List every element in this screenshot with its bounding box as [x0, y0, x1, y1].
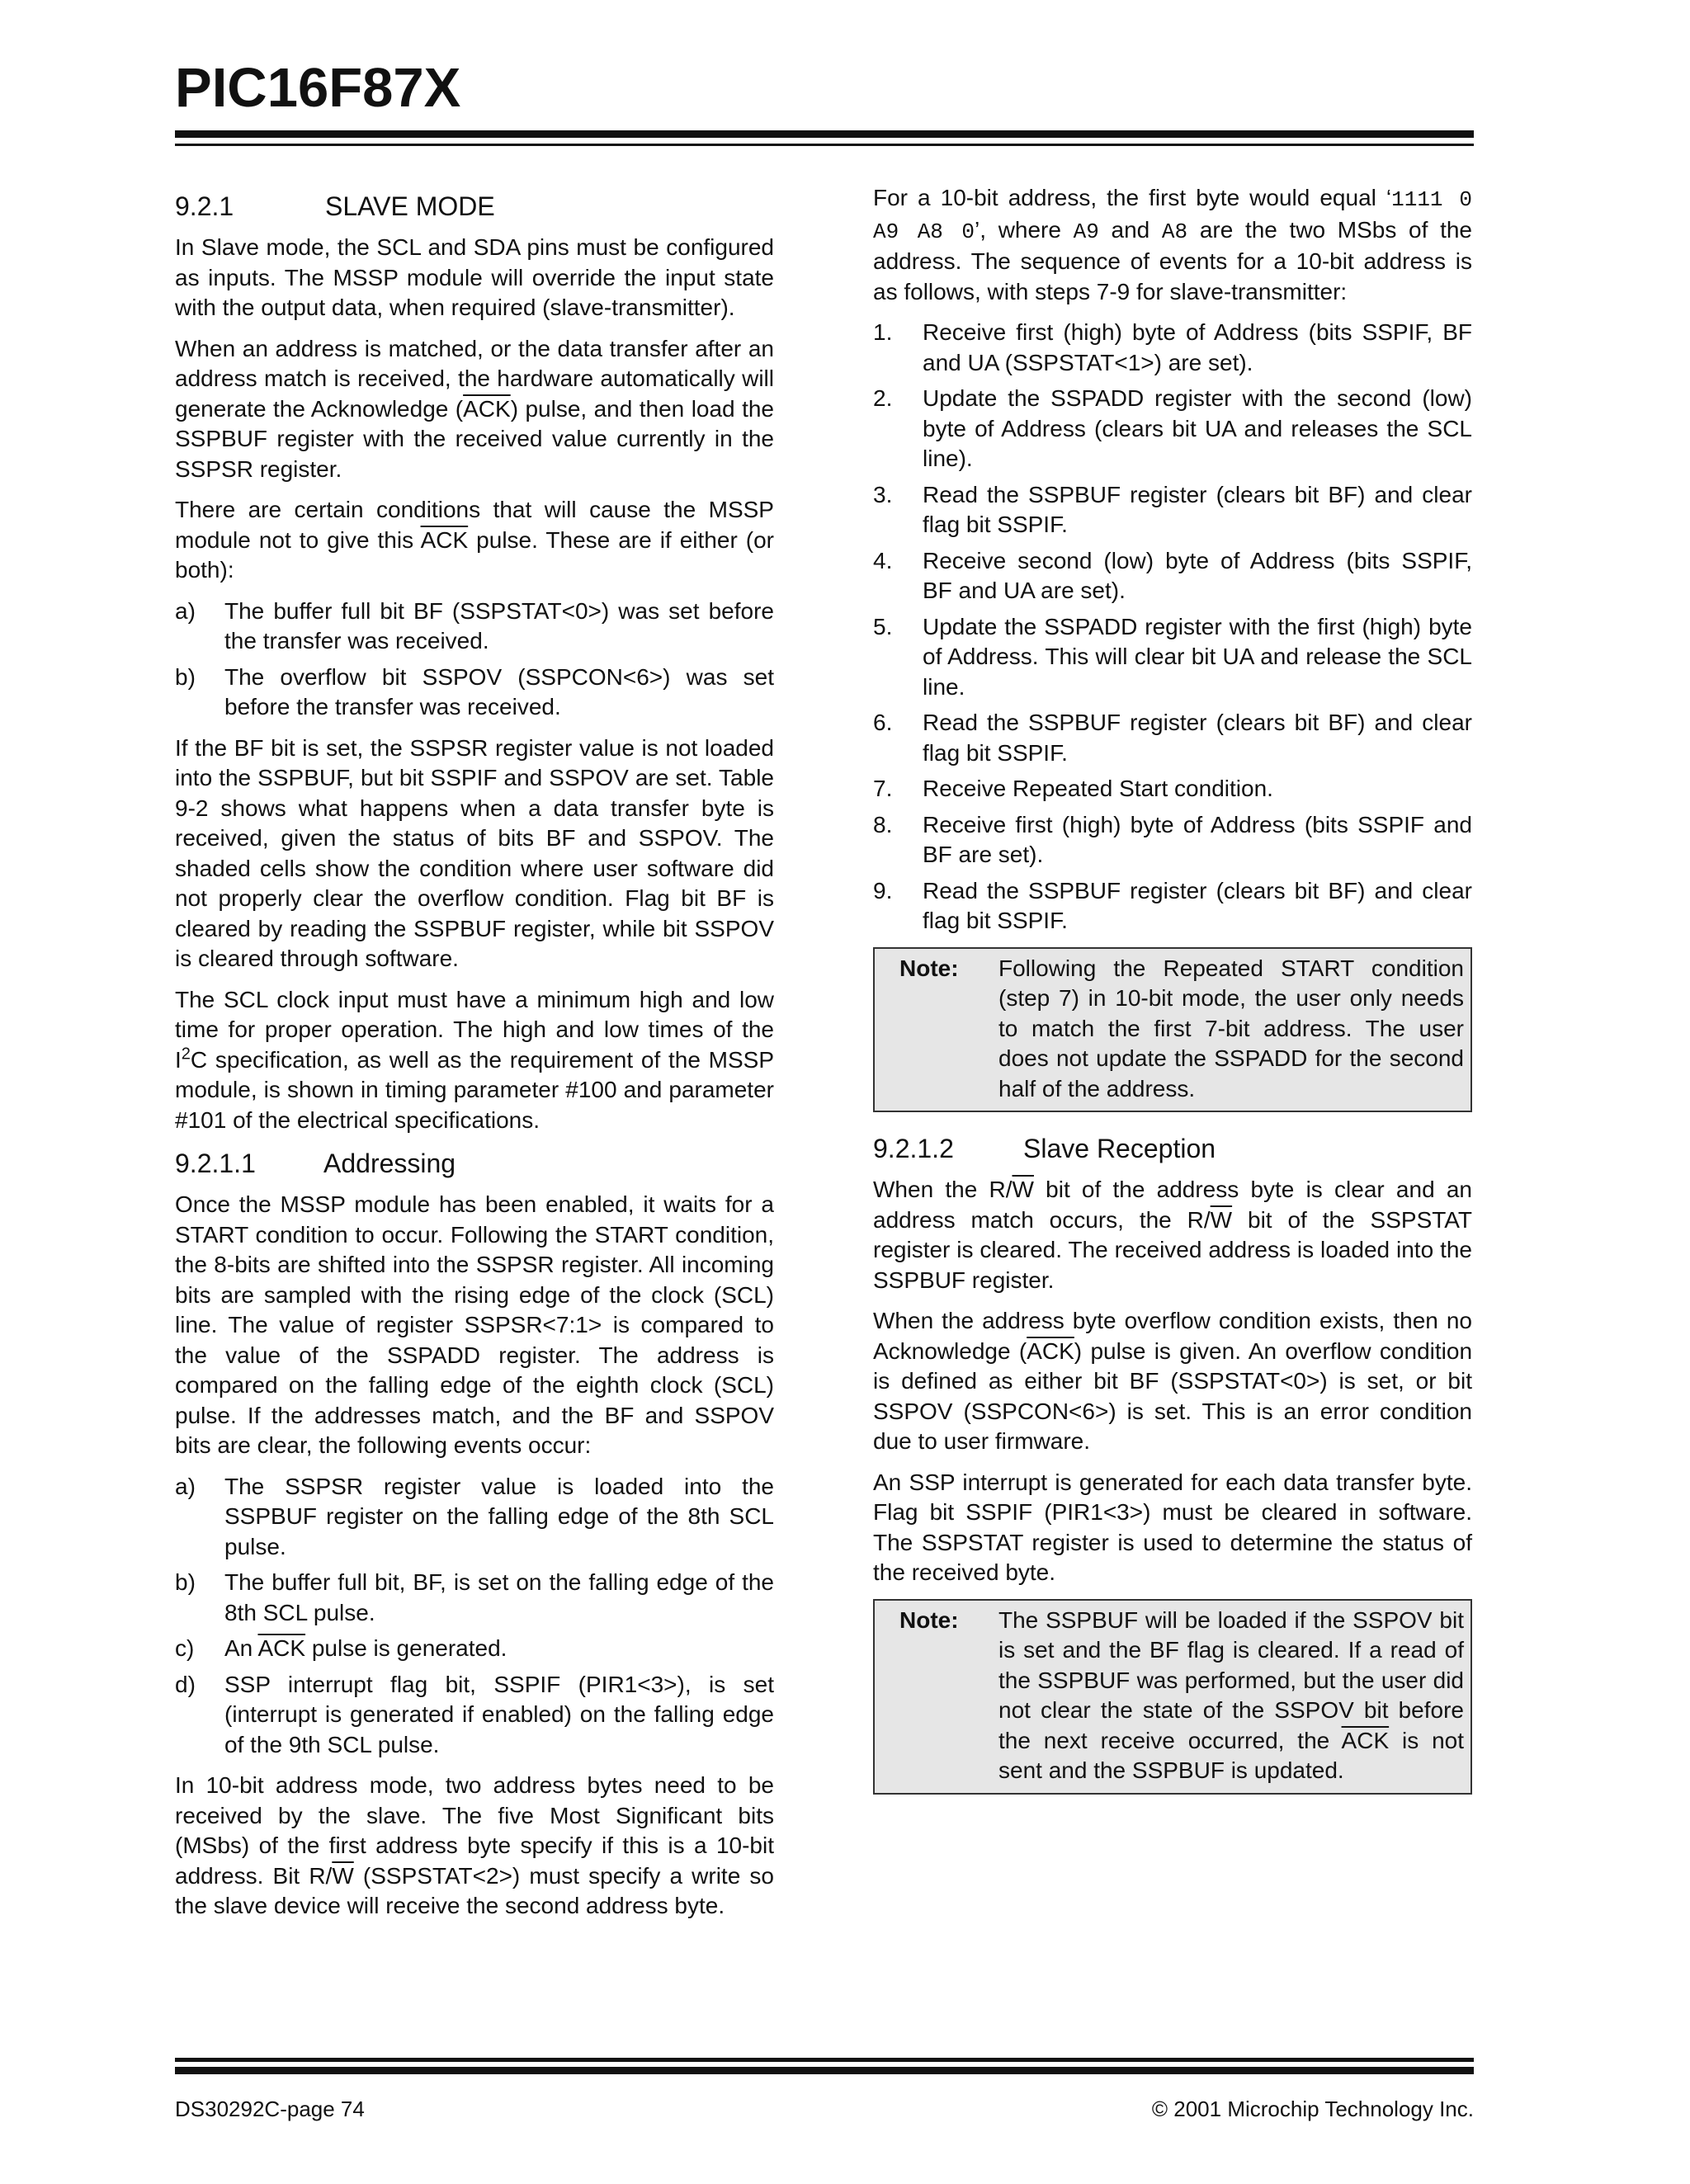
w-overline: $\overline{W}$ — [1012, 1177, 1034, 1202]
footer-copyright: © 2001 Microchip Technology Inc. — [1151, 2097, 1474, 2121]
section-number: 9.2.1 — [175, 191, 234, 221]
code-text: 1111 0 A9 A8 0 — [873, 187, 1472, 244]
note-box — [873, 947, 1472, 1113]
section-heading-addressing — [175, 1147, 774, 1180]
list-item: b) The buffer full bit, BF, is set on the falling edge of the 8th SCL pulse. — [175, 1569, 774, 1625]
list-item: 5. Update the SSPADD register with the first (high) byte of Address. This will clear bit UA and release the SCL line. — [873, 613, 1472, 700]
w-overline: $\overline{W}$ — [1210, 1206, 1233, 1233]
header-rule-thin — [175, 144, 1474, 146]
ack-overline: $\overline{ACK}$ — [1341, 1727, 1390, 1753]
footer-page-number: DS30292C-page 74 — [175, 2097, 365, 2121]
list-item: 3. Read the SSPBUF register (clears bit BF) and clear flag bit SSPIF. — [873, 481, 1472, 537]
paragraph: If the BF bit is set, the SSPSR register value is not loaded into the SSPBUF, but bit SSPIF and SSPOV are set. Table 9-2 shows what happens when a data transfer byte is received, given the status of bits BF and SSPOV. The shaded cells show the condition where user software did not properly clear the overflow condition. Flag bit BF is cleared by reading the SSPBUF register, while bit SSPOV is cleared through software. — [175, 734, 774, 971]
ack-overline: $\overline{ACK}$ — [257, 1635, 306, 1661]
paragraph: The SCL clock input must have a minimum high and low time for proper operation. The high and low times of the $I^2C$ specification, as well as the requirement of the MSSP module, is shown in timing parameter #100 and parameter #101 of the electrical specifications. — [175, 986, 774, 1133]
list-item: c) An $\overline{ACK}$ pulse is generated. — [175, 1635, 507, 1661]
note-text: The SSPBUF will be loaded if the SSPOV bit is set and the BF flag is cleared. If a read of the SSPBUF was performed, but the user did not clear the state of the SSPOV bit before the next receive occurred, the $\overline{ACK}$ is not sent and the SSPBUF is updated. — [998, 1606, 1465, 1783]
ack-overline: $\overline{ACK}$ — [420, 526, 469, 553]
paragraph: In 10-bit address mode, two address bytes need to be received by the slave. The five Most Significant bits (MSbs) of the first address byte specify if this is a 10-bit address. Bit $R/\overline{W}$ (SSPSTAT<2>) must specify a write so the slave device will receive the second address byte. — [175, 1772, 774, 1918]
list-item: 9. Read the SSPBUF register (clears bit BF) and clear flag bit SSPIF. — [873, 877, 1472, 933]
section-title: Slave Reception — [1023, 1134, 1216, 1163]
section-title: SLAVE MODE — [325, 191, 495, 221]
list-item: 1. Receive first (high) byte of Address (bits SSPIF, BF and UA (SSPSTAT<1>) are set). — [873, 319, 1472, 375]
list-item: a) The SSPSR register value is loaded into the SSPBUF register on the falling edge of the 8th SCL pulse. — [175, 1473, 774, 1559]
header-rule-thick — [175, 130, 1474, 138]
list-item: 4. Receive second (low) byte of Address (bits SSPIF, BF and UA are set). — [873, 547, 1472, 603]
list-item: 8. Receive first (high) byte of Address (bits SSPIF and BF are set). — [873, 811, 1472, 867]
condition-list — [175, 597, 774, 723]
paragraph: There are certain conditions that will cause the MSSP module not to give this $\overline{ACK}$ pulse. These are if either (or both): — [175, 497, 774, 583]
paragraph: An SSP interrupt is generated for each data transfer byte. Flag bit SSPIF (PIR1<3>) must be cleared in software. The SSPSTAT register is used to determine the status of the received byte. — [873, 1469, 1472, 1585]
note-text: Following the Repeated START condition (step 7) in 10-bit mode, the user only needs to match the first 7-bit address. The user does not update the SSPADD for the second half of the address. — [998, 955, 1464, 1101]
section-heading-slave-reception — [873, 1132, 1472, 1165]
event-list — [175, 1472, 774, 1761]
step-list — [873, 318, 1472, 936]
note-box — [873, 1599, 1472, 1795]
paragraph: Once the MSSP module has been enabled, it waits for a START condition to occur. Following the START condition, the 8-bits are shifted into the SSPSR register. All incoming bits are sampled with the rising edge of the clock (SCL) line. The value of register SSPSR<7:1> is compared to the value of the SSPADD register. The address is compared on the falling edge of the eighth clock (SCL) pulse. If the addresses match, and the BF and SSPOV bits are clear, the following events occur: — [175, 1191, 774, 1458]
paragraph: For a 10-bit address, the first byte would equal ‘1111 0 A9 A8 0’, where A9 and A8 are the two MSbs of the address. The sequence of events for a 10-bit address is as follows, with steps 7-9 for slave-transmitter: — [873, 185, 1472, 304]
section-number: 9.2.1.1 — [175, 1149, 256, 1178]
paragraph: When the $R/\overline{W}$ bit of the address byte is clear and an address match occurs, the $R/\overline{W}$ bit of the SSPSTAT register is cleared. The received address is loaded into the SSPBUF register. — [873, 1177, 1472, 1293]
ack-overline: $\overline{ACK}$ — [463, 395, 511, 422]
footer-rule-thick — [175, 2058, 1474, 2062]
paragraph: When the address byte overflow condition exists, then no Acknowledge $(\overline{ACK})$ pulse is given. An overflow condition is defined as either bit BF (SSPSTAT<0>) is set, or bit SSPOV (SSPCON<6>) is set. This is an error condition due to user firmware. — [873, 1308, 1473, 1454]
section-heading-slave-mode — [175, 190, 774, 223]
section-number: 9.2.1.2 — [873, 1134, 954, 1163]
footer-rule-thick-lower — [175, 2067, 1474, 2074]
list-item: a) The buffer full bit BF (SSPSTAT<0>) was set before the transfer was received. — [175, 597, 774, 653]
list-item: d) SSP interrupt flag bit, SSPIF (PIR1<3>), is set (interrupt is generated if enabled) on the falling edge of the 9th SCL pulse. — [175, 1671, 774, 1757]
page-title: PIC16F87X — [175, 57, 461, 119]
right-column — [873, 183, 1472, 1814]
list-item: 7. Receive Repeated Start condition. — [873, 776, 1273, 801]
section-title: Addressing — [323, 1149, 456, 1178]
note-label: Note: — [899, 955, 959, 981]
note-label: Note: — [899, 1606, 959, 1633]
w-overline: $\overline{W}$ — [332, 1862, 354, 1889]
list-item: b) The overflow bit SSPOV (SSPCON<6>) was set before the transfer was received. — [175, 663, 774, 719]
ack-overline: $\overline{ACK}$ — [1027, 1337, 1074, 1364]
left-column — [175, 183, 774, 1932]
paragraph: In Slave mode, the SCL and SDA pins must be configured as inputs. The MSSP module will override the input state with the output data, when required (slave-transmitter). — [175, 234, 774, 320]
paragraph: When an address is matched, or the data transfer after an address match is received, the hardware automatically will generate the Acknowledge $(\overline{ACK})$ pulse, and then load the SSPBUF register with the received value currently in the SSPSR register. — [175, 335, 774, 482]
list-item: 2. Update the SSPADD register with the second (low) byte of Address (clears bit UA and releases the SCL line). — [873, 385, 1472, 471]
list-item: 6. Read the SSPBUF register (clears bit BF) and clear flag bit SSPIF. — [873, 710, 1472, 766]
